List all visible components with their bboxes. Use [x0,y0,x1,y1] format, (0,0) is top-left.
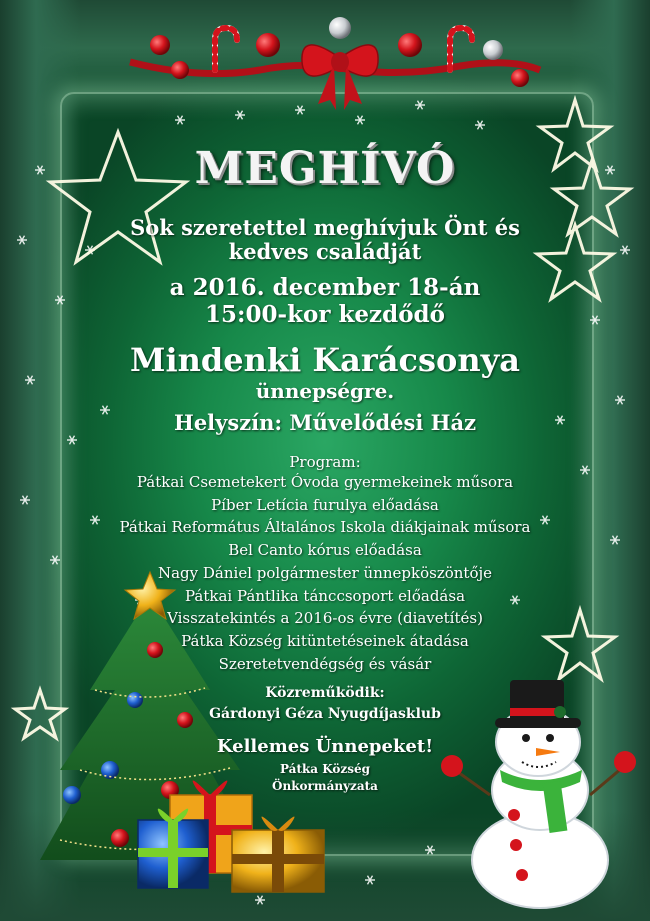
program-item: Szeretetvendégség és vásár [218,654,432,673]
program-item: Pátkai Pántlika tánccsoport előadása [184,586,466,605]
contributors-heading: Közreműködik: [265,685,385,701]
greeting: Kellemes Ünnepeket! [216,736,434,757]
bow-icon [302,45,378,110]
event-name: Mindenki Karácsonya [130,341,520,379]
program-item: Visszatekintés a 2016-os évre (diavetítés) [167,609,483,628]
program-item: Nagy Dániel polgármester ünnepköszöntője [157,563,493,582]
program-heading: Program: [289,453,361,471]
intro-line-2: kedves családját [228,239,422,264]
event-date [0,274,650,328]
program-item: Píber Letícia furulya előadása [211,495,439,514]
program-item: Pátka Község kitüntetéseinek átadása [181,631,469,650]
invitation-title: MEGHÍVÓ [194,143,456,194]
date-line-2: 15:00-kor kezdődő [205,301,445,328]
intro-text [0,216,650,264]
program-item: Bel Canto kórus előadása [228,541,422,560]
date-line-1: a 2016. december 18-án [169,274,481,301]
organizer-line-2: Önkormányzata [272,779,378,793]
program-item: Pátkai Csemetekert Óvoda gyermekeinek műsora [136,473,514,491]
venue: Helyszín: Művelődési Ház [173,410,477,435]
organizer-line-1: Pátka Község [279,762,371,776]
program-list [0,471,650,675]
event-suffix: ünnepségre. [255,379,395,403]
contributors: Gárdonyi Géza Nyugdíjasklub [209,706,441,722]
program-item: Pátkai Református Általános Iskola diákjainak műsora [119,518,531,537]
intro-line-1: Sok szeretettel meghívjuk Önt és [130,215,520,240]
